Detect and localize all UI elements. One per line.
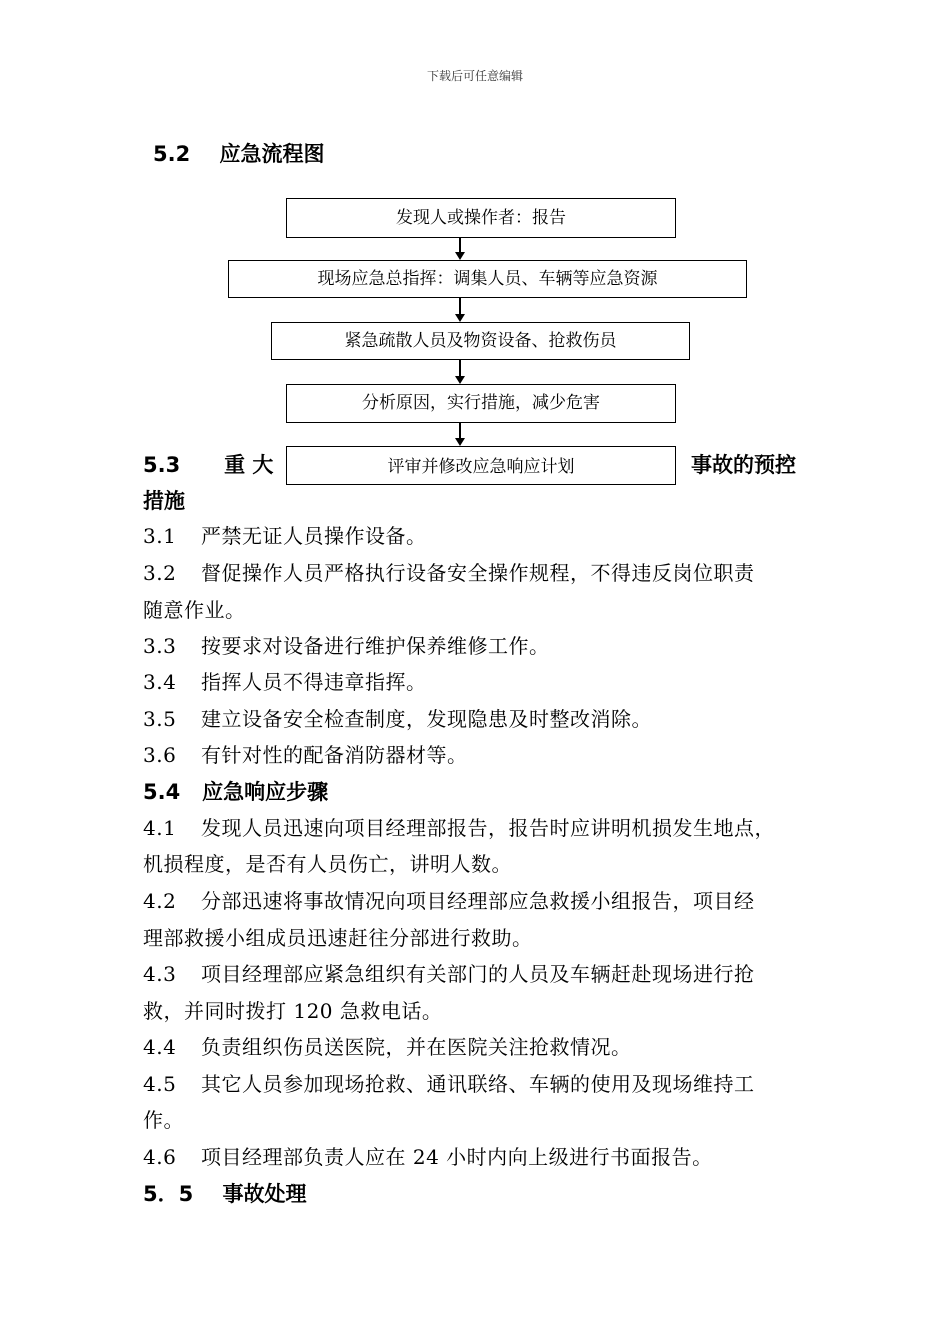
list-item: 3.5 建立设备安全检查制度，发现隐患及时整改消除。 bbox=[143, 707, 652, 731]
list-item: 4.3 项目经理部应紧急组织有关部门的人员及车辆赶赴现场进行抢 bbox=[143, 962, 755, 986]
section-number: 5.4 bbox=[143, 780, 181, 804]
section-title: 应急流程图 bbox=[219, 142, 325, 166]
flow-arrow-line bbox=[459, 238, 461, 252]
section-title: 事故处理 bbox=[222, 1182, 307, 1206]
list-item-continuation: 随意作业。 bbox=[143, 598, 246, 622]
flow-arrow-line bbox=[459, 298, 461, 314]
list-item: 3.1 严禁无证人员操作设备。 bbox=[143, 524, 427, 548]
list-item: 3.6 有针对性的配备消防器材等。 bbox=[143, 743, 468, 767]
flow-arrow-line bbox=[459, 360, 461, 376]
arrow-down-icon bbox=[455, 314, 465, 322]
section-5-3-heading-wrap: 措施 bbox=[143, 489, 185, 513]
section-5-5-heading bbox=[143, 1178, 306, 1208]
list-item: 4.4 负责组织伤员送医院，并在医院关注抢救情况。 bbox=[143, 1035, 632, 1059]
section-5-2-heading bbox=[153, 138, 324, 168]
list-item-continuation: 作。 bbox=[143, 1108, 184, 1132]
arrow-down-icon bbox=[455, 376, 465, 384]
arrow-down-icon bbox=[455, 438, 465, 446]
list-item: 3.2 督促操作人员严格执行设备安全操作规程，不得违反岗位职责 bbox=[143, 561, 755, 585]
list-item-continuation: 理部救援小组成员迅速赶往分部进行救助。 bbox=[143, 926, 533, 950]
flow-step-2: 现场应急总指挥：调集人员、车辆等应急资源 bbox=[228, 260, 747, 298]
list-item-continuation: 机损程度，是否有人员伤亡，讲明人数。 bbox=[143, 852, 512, 876]
list-item: 3.4 指挥人员不得违章指挥。 bbox=[143, 670, 427, 694]
section-title-part: 重 大 bbox=[224, 453, 274, 477]
arrow-down-icon bbox=[455, 252, 465, 260]
flow-step-4: 分析原因，实行措施，减少危害 bbox=[286, 384, 676, 423]
flow-step-1: 发现人或操作者：报告 bbox=[286, 198, 676, 238]
list-item: 4.1 发现人员迅速向项目经理部报告，报告时应讲明机损发生地点， bbox=[143, 816, 775, 840]
section-title: 应急响应步骤 bbox=[202, 780, 329, 804]
list-item: 4.5 其它人员参加现场抢救、通讯联络、车辆的使用及现场维持工 bbox=[143, 1072, 755, 1096]
section-number: 5.3 bbox=[143, 453, 181, 477]
flow-arrow-line bbox=[459, 423, 461, 438]
section-5-3-heading-left bbox=[143, 449, 273, 479]
flow-step-5: 评审并修改应急响应计划 bbox=[286, 446, 676, 485]
section-number: 5．5 bbox=[143, 1182, 194, 1206]
section-5-4-heading bbox=[143, 776, 328, 806]
list-item-continuation: 救，并同时拨打 120 急救电话。 bbox=[143, 999, 443, 1023]
section-number: 5.2 bbox=[153, 142, 191, 166]
list-item: 4.6 项目经理部负责人应在 24 小时内向上级进行书面报告。 bbox=[143, 1145, 713, 1169]
page-header-note: 下载后可任意编辑 bbox=[426, 69, 523, 83]
list-item: 4.2 分部迅速将事故情况向项目经理部应急救援小组报告，项目经 bbox=[143, 889, 755, 913]
section-5-3-heading-right: 事故的预控 bbox=[691, 453, 796, 477]
list-item: 3.3 按要求对设备进行维护保养维修工作。 bbox=[143, 634, 550, 658]
flow-step-3: 紧急疏散人员及物资设备、抢救伤员 bbox=[271, 322, 690, 360]
